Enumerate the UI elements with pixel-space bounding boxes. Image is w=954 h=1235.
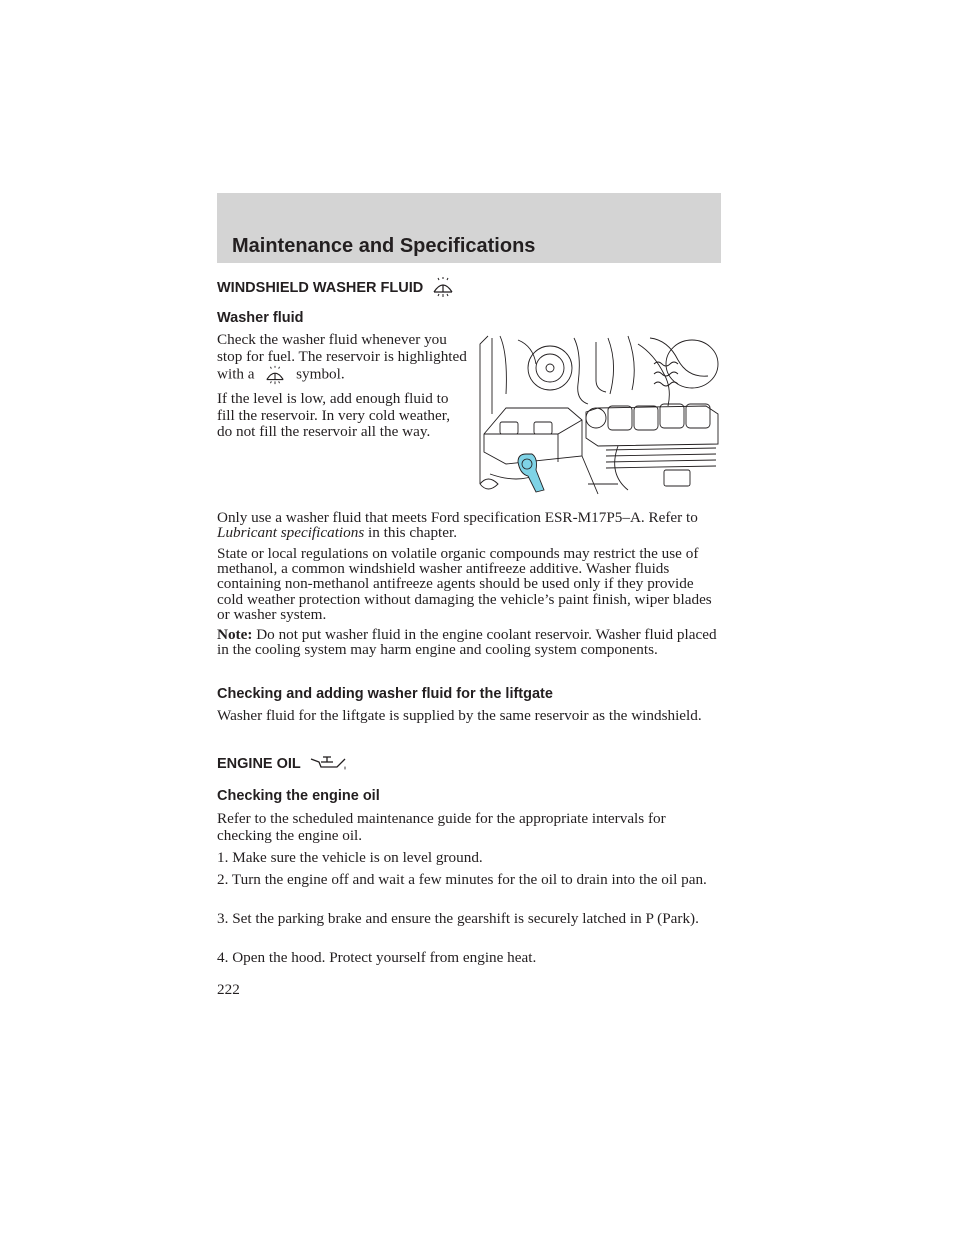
oil-can-icon: [309, 753, 349, 773]
checking-oil-subheading: Checking the engine oil: [217, 788, 380, 804]
washer-check-paragraph: [217, 332, 467, 385]
washer-fluid-heading: [217, 278, 455, 298]
washer-check-text: Check the washer fluid whenever you stop for fuel. The reservoir is highlighted with a: [217, 331, 467, 383]
page-title: Maintenance and Specifications: [232, 235, 536, 257]
washer-spec-text-end: in this chapter.: [368, 524, 458, 542]
washer-spec-text: Only use a washer fluid that meets Ford specification ESR-M17P5–A. Refer to: [217, 509, 698, 526]
washer-level-paragraph: If the level is low, add enough fluid to fill the reservoir. In very cold weather, do not fill the reservoir all the way.: [217, 390, 451, 440]
engine-oil-heading-text: ENGINE OIL: [217, 756, 301, 772]
oil-step-3: 3. Set the parking brake and ensure the gearshift is securely latched in P (Park).: [217, 910, 699, 927]
oil-step-4: 4. Open the hood. Protect yourself from engine heat.: [217, 949, 537, 966]
washer-reservoir-highlight: [518, 454, 544, 492]
washer-fluid-subheading: Washer fluid: [217, 310, 304, 326]
engine-compartment-illustration: [478, 334, 722, 496]
note-paragraph: [217, 627, 723, 657]
washer-fluid-heading-text: WINDSHIELD WASHER FLUID: [217, 279, 424, 296]
methanol-regulation-paragraph: State or local regulations on volatile organic compounds may restrict the use of methanol, a common windshield washer antifreeze additive. Washer fluids containing non-methanol antifreeze agents should be used only if they provide cold weather protection without damaging the vehicle’s paint finish, wiper blades or washer system.: [217, 545, 712, 623]
lubricant-spec-link[interactable]: Lubricant specifications: [217, 524, 365, 542]
washer-fluid-icon: [431, 276, 455, 298]
engine-oil-heading: [217, 755, 349, 773]
liftgate-paragraph: Washer fluid for the liftgate is supplied by the same reservoir as the windshield.: [217, 707, 702, 724]
note-label: Note:: [217, 626, 253, 643]
note-text: Do not put washer fluid in the engine coolant reservoir. Washer fluid placed in the cooling system may harm engine and cooling system components.: [217, 626, 717, 659]
washer-fluid-icon: [262, 365, 288, 385]
oil-step-2: 2. Turn the engine off and wait a few minutes for the oil to drain into the oil pan.: [217, 871, 707, 888]
section-header-band: [217, 193, 721, 263]
oil-intro-paragraph: Refer to the scheduled maintenance guide for the appropriate intervals for checking the engine oil.: [217, 810, 666, 844]
oil-step-1: 1. Make sure the vehicle is on level ground.: [217, 849, 483, 866]
washer-check-text-end: symbol.: [296, 365, 345, 383]
page-number: 222: [217, 981, 240, 998]
liftgate-subheading: Checking and adding washer fluid for the liftgate: [217, 686, 553, 702]
washer-spec-paragraph: [217, 510, 723, 540]
